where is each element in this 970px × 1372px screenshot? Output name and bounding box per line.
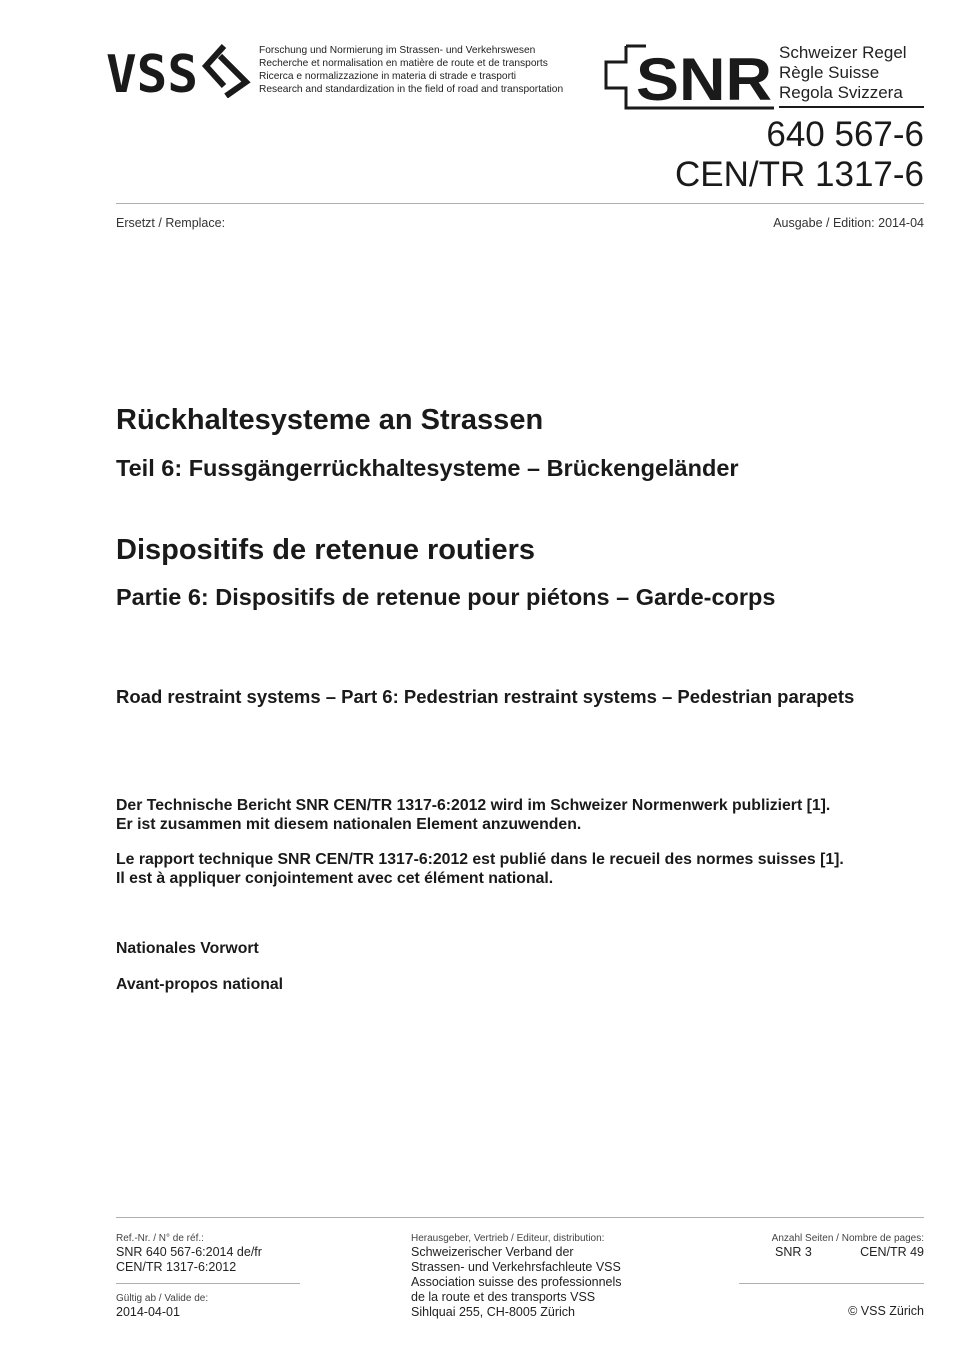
snr-line-fr: Règle Suisse [779,63,880,82]
publisher-line: Sihlquai 255, CH-8005 Zürich [411,1305,575,1319]
publisher-address [411,1245,622,1320]
publisher-label: Herausgeber, Vertrieb / Editeur, distribution: [411,1233,605,1244]
snr-line-it: Regola Svizzera [779,83,903,102]
snr-logo [598,42,778,114]
en-title: Road restraint systems – Part 6: Pedestrian restraint systems – Pedestrian parapets [116,686,855,707]
publisher-line: de la route et des transports VSS [411,1290,596,1304]
publisher-line: Strassen- und Verkehrsfachleute VSS [411,1260,621,1274]
cen-number: CEN/TR 1317-6 [675,155,924,194]
fr-title: Dispositifs de retenue routiers [116,534,535,566]
heading-national-foreword-fr: Avant-propos national [116,976,284,993]
ref-value-snr: SNR 640 567-6:2014 de/fr [116,1245,262,1259]
valid-value: 2014-04-01 [116,1305,180,1319]
fr-paragraph-line: Le rapport technique SNR CEN/TR 1317-6:2012 est publié dans le recueil des normes suisses [1]. [116,851,844,868]
ref-values [116,1245,262,1275]
fr-paragraph [116,850,844,888]
de-paragraph-line: Er ist zusammen mit diesem nationalen Element anzuwenden. [116,816,582,833]
vss-description [259,44,563,96]
pages-cen: CEN/TR 49 [860,1245,924,1259]
pages-divider [739,1283,924,1284]
publisher-line: Association suisse des professionnels [411,1275,622,1289]
doc-number: 640 567-6 [766,115,924,154]
publisher-line: Schweizerischer Verband der [411,1245,574,1259]
vss-chevron-icon [206,46,246,96]
footer-divider [116,1217,924,1218]
pages-snr: SNR 3 [775,1245,812,1259]
heading-national-foreword-de: Nationales Vorwort [116,940,259,957]
vss-logo [106,42,252,98]
fr-subtitle: Partie 6: Dispositifs de retenue pour piétons – Garde-corps [116,584,776,610]
de-subtitle: Teil 6: Fussgängerrückhaltesysteme – Brückengeländer [116,455,739,481]
de-paragraph-line: Der Technische Bericht SNR CEN/TR 1317-6:2012 wird im Schweizer Normenwerk publiziert [1]. [116,797,831,814]
copyright: © VSS Zürich [848,1304,924,1318]
snr-rule [779,106,924,108]
valid-label: Gültig ab / Valide de: [116,1293,209,1304]
de-paragraph [116,796,830,834]
vss-line-en: Research and standardization in the field of road and transportation [259,84,564,95]
edition-label: Ausgabe / Edition: 2014-04 [773,216,924,230]
ref-value-cen: CEN/TR 1317-6:2012 [116,1260,237,1274]
snr-line-de: Schweizer Regel [779,43,907,62]
vss-line-it: Ricerca e normalizzazione in materia di strade e trasporti [259,71,517,82]
ref-label: Ref.-Nr. / N° de réf.: [116,1233,204,1244]
replaces-label: Ersetzt / Remplace: [116,216,226,230]
vss-line-de: Forschung und Normierung im Strassen- und Verkehrswesen [259,45,536,56]
snr-languages [779,43,907,103]
fr-paragraph-line: Il est à appliquer conjointement avec cet élément national. [116,870,554,887]
ref-divider [116,1283,300,1284]
pages-label: Anzahl Seiten / Nombre de pages: [771,1233,924,1244]
vss-logo-text: VSS [106,45,198,98]
snr-logo-text: SNR [636,46,772,113]
de-title: Rückhaltesysteme an Strassen [116,404,544,436]
header-divider [116,203,924,204]
vss-line-fr: Recherche et normalisation en matière de route et de transports [259,58,548,69]
